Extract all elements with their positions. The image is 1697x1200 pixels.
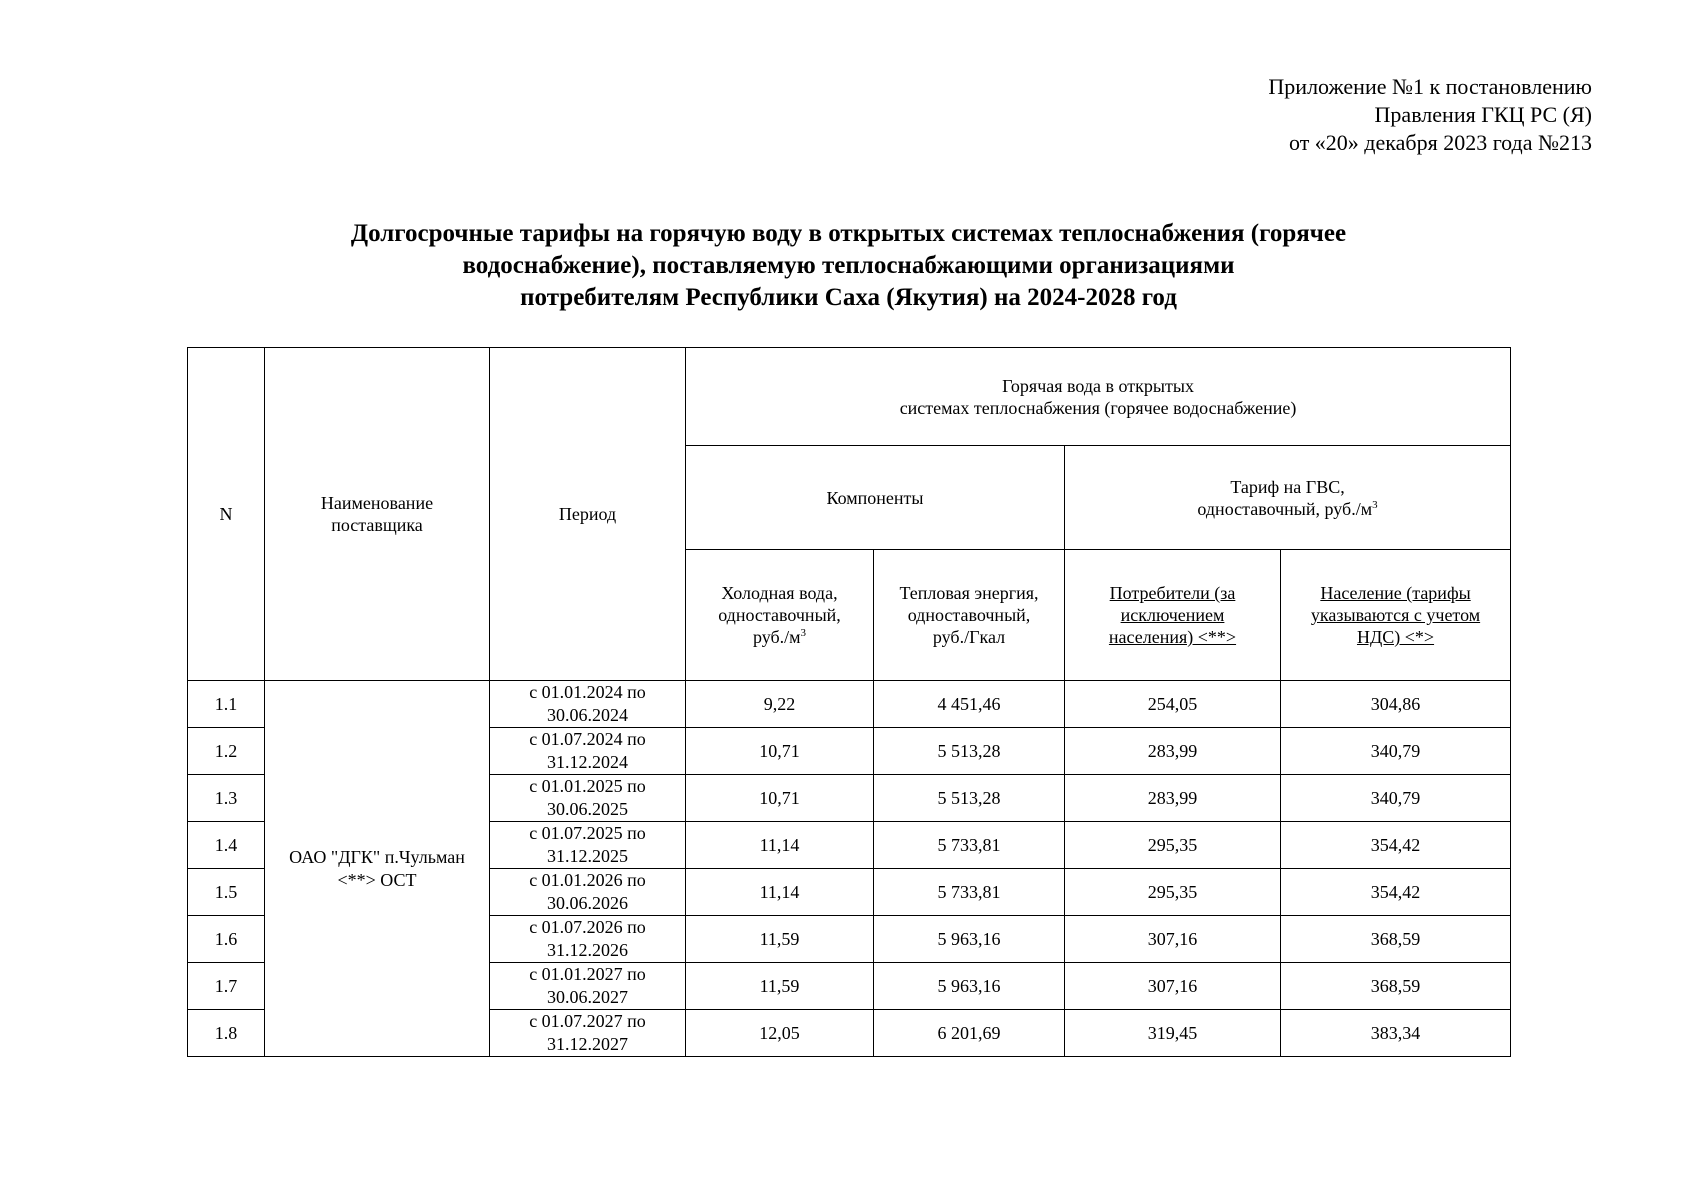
heat-energy-value: 5 513,28 xyxy=(874,775,1065,822)
population-tariff-value: 304,86 xyxy=(1281,681,1511,728)
header-tariff xyxy=(1065,446,1511,550)
cold-water-value: 10,71 xyxy=(686,775,874,822)
title-line: потребителям Республики Саха (Якутия) на 2024-2028 год xyxy=(520,284,1177,311)
heat-energy-value: 6 201,69 xyxy=(874,1010,1065,1057)
header-n: N xyxy=(188,348,265,681)
header-text: Горячая вода в открытых xyxy=(1002,375,1194,396)
header-components: Компоненты xyxy=(686,446,1065,550)
cold-water-value: 10,71 xyxy=(686,728,874,775)
period-cell: с 01.01.2025 по 30.06.2025 xyxy=(490,775,686,822)
header-text: одноставочный, $руб./м^3$ xyxy=(1197,498,1378,519)
consumers-tariff-value: 307,16 xyxy=(1065,963,1281,1010)
header-text: Тепловая энергия, xyxy=(899,583,1039,603)
header-heat-energy xyxy=(874,550,1065,681)
header-text: системах теплоснабжения (горячее водоснабжение) xyxy=(899,397,1297,418)
header-text: $руб./м^3$ xyxy=(752,627,807,647)
row-number: 1.7 xyxy=(188,963,265,1010)
cold-water-value: 12,05 xyxy=(686,1010,874,1057)
header-text: населения) <**> xyxy=(1108,627,1237,647)
title-line: водоснабжение), поставляемую теплоснабжающими организациями xyxy=(462,252,1235,279)
cold-water-value: 11,14 xyxy=(686,869,874,916)
header-text: Холодная вода, xyxy=(721,583,838,603)
header-text: указываются с учетом xyxy=(1310,605,1481,625)
cold-water-value: 11,14 xyxy=(686,822,874,869)
header-row-top xyxy=(188,348,1511,446)
heat-energy-value: 5 963,16 xyxy=(874,916,1065,963)
appendix-header xyxy=(1268,73,1592,157)
header-period: Период xyxy=(490,348,686,681)
heat-energy-value: 4 451,46 xyxy=(874,681,1065,728)
period-cell: с 01.07.2024 по 31.12.2024 xyxy=(490,728,686,775)
consumers-tariff-value: 295,35 xyxy=(1065,869,1281,916)
population-tariff-value: 368,59 xyxy=(1281,963,1511,1010)
row-number: 1.5 xyxy=(188,869,265,916)
heat-energy-value: 5 733,81 xyxy=(874,822,1065,869)
population-tariff-value: 368,59 xyxy=(1281,916,1511,963)
cold-water-value: 11,59 xyxy=(686,916,874,963)
header-text: исключением xyxy=(1120,605,1225,625)
table-row xyxy=(188,681,1511,728)
period-cell: с 01.07.2027 по 31.12.2027 xyxy=(490,1010,686,1057)
header-text: руб./Гкал xyxy=(932,627,1006,647)
heat-energy-value: 5 733,81 xyxy=(874,869,1065,916)
period-cell: с 01.01.2026 по 30.06.2026 xyxy=(490,869,686,916)
appendix-line: от «20» декабря 2023 года №213 xyxy=(1288,130,1592,155)
header-text: Наименование xyxy=(320,493,434,513)
consumers-tariff-value: 283,99 xyxy=(1065,775,1281,822)
row-number: 1.3 xyxy=(188,775,265,822)
supplier-name: ОАО "ДГК" п.Чульман xyxy=(289,846,465,867)
period-cell: с 01.01.2027 по 30.06.2027 xyxy=(490,963,686,1010)
header-text: одноставочный, xyxy=(907,605,1031,625)
cold-water-value: 11,59 xyxy=(686,963,874,1010)
row-number: 1.6 xyxy=(188,916,265,963)
period-cell: с 01.01.2024 по 30.06.2024 xyxy=(490,681,686,728)
population-tariff-value: 340,79 xyxy=(1281,775,1511,822)
header-text: поставщика xyxy=(331,515,423,535)
header-text: одноставочный, xyxy=(718,605,841,625)
consumers-tariff-value: 254,05 xyxy=(1065,681,1281,728)
header-cold-water xyxy=(686,550,874,681)
row-number: 1.4 xyxy=(188,822,265,869)
population-tariff-value: 383,34 xyxy=(1281,1010,1511,1057)
appendix-line: Приложение №1 к постановлению xyxy=(1268,74,1592,99)
title-line: Долгосрочные тарифы на горячую воду в открытых системах теплоснабжения (горячее xyxy=(350,220,1347,247)
header-text: Потребители (за xyxy=(1109,583,1236,603)
header-consumers xyxy=(1065,550,1281,681)
header-text: Население (тарифы xyxy=(1320,583,1471,603)
period-cell: с 01.07.2025 по 31.12.2025 xyxy=(490,822,686,869)
row-number: 1.8 xyxy=(188,1010,265,1057)
consumers-tariff-value: 295,35 xyxy=(1065,822,1281,869)
header-text: НДС) <*> xyxy=(1356,627,1435,647)
row-number: 1.1 xyxy=(188,681,265,728)
tariff-table xyxy=(187,347,1511,1057)
heat-energy-value: 5 513,28 xyxy=(874,728,1065,775)
document-title xyxy=(0,218,1697,314)
period-cell: с 01.07.2026 по 31.12.2026 xyxy=(490,916,686,963)
heat-energy-value: 5 963,16 xyxy=(874,963,1065,1010)
header-supplier xyxy=(265,348,490,681)
header-text: Тариф на ГВС, xyxy=(1230,476,1345,497)
population-tariff-value: 354,42 xyxy=(1281,822,1511,869)
population-tariff-value: 340,79 xyxy=(1281,728,1511,775)
consumers-tariff-value: 283,99 xyxy=(1065,728,1281,775)
population-tariff-value: 354,42 xyxy=(1281,869,1511,916)
consumers-tariff-value: 319,45 xyxy=(1065,1010,1281,1057)
supplier-name: <**> ОСТ xyxy=(337,869,417,890)
header-hot-water-group xyxy=(686,348,1511,446)
cold-water-value: 9,22 xyxy=(686,681,874,728)
header-population xyxy=(1281,550,1511,681)
supplier-cell xyxy=(265,681,490,1057)
row-number: 1.2 xyxy=(188,728,265,775)
appendix-line: Правления ГКЦ РС (Я) xyxy=(1374,102,1592,127)
consumers-tariff-value: 307,16 xyxy=(1065,916,1281,963)
